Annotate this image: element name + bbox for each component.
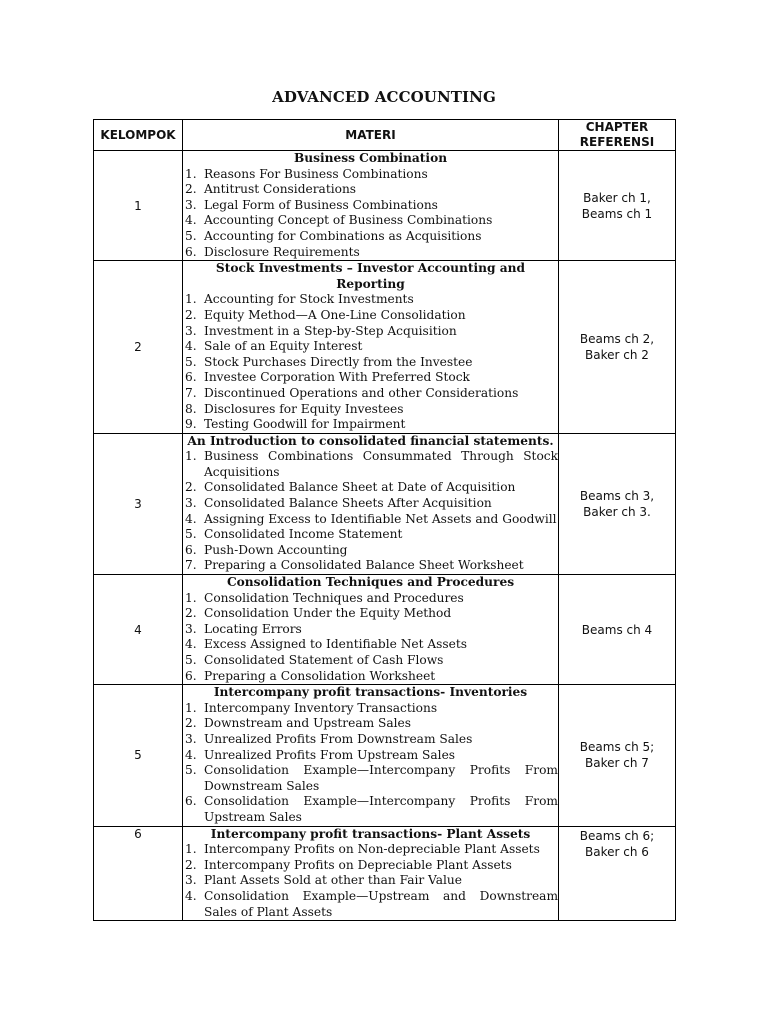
materi-cell bbox=[183, 151, 559, 261]
table-row bbox=[94, 575, 676, 685]
list-number: 3. bbox=[185, 873, 197, 888]
topic-list bbox=[183, 292, 558, 432]
list-number: 4. bbox=[185, 339, 197, 354]
list-item-text: Accounting Concept of Business Combinations bbox=[204, 213, 493, 228]
list-item bbox=[183, 355, 558, 371]
list-number: 6. bbox=[185, 370, 197, 385]
list-item-text: Consolidated Balance Sheet at Date of Acquisition bbox=[204, 480, 516, 495]
topic-heading: Business Combination bbox=[293, 151, 448, 165]
list-item bbox=[183, 512, 558, 528]
list-item bbox=[183, 794, 558, 825]
list-item bbox=[183, 622, 558, 638]
list-item bbox=[183, 889, 558, 920]
list-item bbox=[183, 213, 558, 229]
list-item bbox=[183, 653, 558, 669]
list-item-text: Reasons For Business Combinations bbox=[204, 166, 428, 181]
list-number: 5. bbox=[185, 653, 197, 667]
list-item bbox=[183, 167, 558, 183]
list-item-text: Intercompany Inventory Transactions bbox=[204, 700, 438, 715]
list-item bbox=[183, 292, 558, 308]
topic-list bbox=[183, 842, 558, 920]
list-item-text: Consolidation Under the Equity Method bbox=[204, 606, 452, 621]
list-item-text: Consolidation Example—Intercompany Profits From Upstream Sales bbox=[204, 794, 558, 824]
chapter-reference-line: Beams ch 4 bbox=[581, 622, 653, 637]
list-item-text: Preparing a Consolidation Worksheet bbox=[204, 668, 436, 683]
list-item bbox=[183, 732, 558, 748]
kelompok-cell: 6 bbox=[94, 826, 183, 921]
list-item-text: Discontinued Operations and other Considerations bbox=[204, 385, 519, 400]
list-number: 1. bbox=[185, 842, 197, 857]
list-item-text: Consolidation Techniques and Procedures bbox=[204, 590, 464, 605]
list-item bbox=[183, 527, 558, 543]
kelompok-cell: 5 bbox=[94, 685, 183, 826]
table-header-row bbox=[94, 120, 676, 151]
list-item-text: Push-Down Accounting bbox=[204, 542, 348, 557]
list-item-text: Testing Goodwill for Impairment bbox=[204, 417, 406, 432]
list-number: 1. bbox=[185, 449, 197, 464]
topic-list bbox=[183, 167, 558, 261]
list-number: 3. bbox=[185, 496, 197, 511]
list-item-text: Accounting for Combinations as Acquisitions bbox=[204, 228, 482, 243]
list-item-text: Consolidated Statement of Cash Flows bbox=[204, 653, 444, 667]
list-number: 4. bbox=[185, 637, 197, 652]
list-item bbox=[183, 606, 558, 622]
list-number: 2. bbox=[185, 857, 197, 872]
list-item-text: Disclosures for Equity Investees bbox=[204, 401, 404, 416]
list-item-text: Disclosure Requirements bbox=[204, 244, 360, 259]
list-number: 4. bbox=[185, 747, 197, 762]
topic-heading: Consolidation Techniques and Procedures bbox=[226, 575, 515, 590]
topic-heading: Intercompany profit transactions- Plant Assets bbox=[210, 826, 531, 841]
chapter-reference-line: Beams ch 6; bbox=[579, 828, 655, 843]
list-item bbox=[183, 873, 558, 889]
table-row bbox=[94, 261, 676, 434]
list-number: 1. bbox=[185, 166, 197, 181]
list-item bbox=[183, 417, 558, 433]
list-item-text: Unrealized Profits From Upstream Sales bbox=[204, 747, 456, 762]
kelompok-cell: 1 bbox=[94, 151, 183, 261]
list-item bbox=[183, 324, 558, 340]
list-item bbox=[183, 480, 558, 496]
list-item-text: Accounting for Stock Investments bbox=[204, 292, 414, 307]
topic-list bbox=[183, 591, 558, 685]
list-item bbox=[183, 748, 558, 764]
chapter-reference-line: Beams ch 2, bbox=[579, 331, 655, 346]
list-number: 5. bbox=[185, 763, 197, 778]
list-number: 5. bbox=[185, 527, 197, 542]
list-number: 2. bbox=[185, 716, 197, 731]
list-item-text: Intercompany Profits on Non-depreciable Plant Assets bbox=[204, 842, 540, 857]
chapter-reference-line: Baker ch 7 bbox=[585, 756, 649, 771]
list-number: 7. bbox=[185, 385, 197, 400]
list-item bbox=[183, 308, 558, 324]
list-item-text: Intercompany Profits on Depreciable Plant Assets bbox=[204, 857, 512, 872]
header-chapter bbox=[559, 120, 676, 151]
topic-heading: Stock Investments – Investor Accounting and Reporting bbox=[215, 261, 526, 291]
chapter-reference-cell bbox=[559, 433, 676, 574]
list-item bbox=[183, 449, 558, 480]
list-number: 8. bbox=[185, 401, 197, 416]
page-title: ADVANCED ACCOUNTING bbox=[272, 88, 496, 106]
list-number: 1. bbox=[185, 590, 197, 605]
list-item bbox=[183, 591, 558, 607]
list-item bbox=[183, 402, 558, 418]
list-number: 2. bbox=[185, 606, 197, 621]
list-item-text: Unrealized Profits From Downstream Sales bbox=[204, 731, 473, 746]
list-item bbox=[183, 229, 558, 245]
list-number: 3. bbox=[185, 197, 197, 212]
list-item bbox=[183, 245, 558, 261]
list-number: 6. bbox=[185, 794, 197, 809]
list-item-text: Consolidation Example—Upstream and Downstream Sales of Plant Assets bbox=[204, 888, 558, 919]
kelompok-cell: 4 bbox=[94, 575, 183, 685]
list-item bbox=[183, 386, 558, 402]
chapter-reference-line: Beams ch 1 bbox=[581, 206, 653, 221]
chapter-reference-cell bbox=[559, 575, 676, 685]
list-number: 1. bbox=[185, 292, 197, 307]
list-item bbox=[183, 716, 558, 732]
list-item-text: Investment in a Step-by-Step Acquisition bbox=[204, 323, 457, 338]
chapter-reference-line: Baker ch 1, bbox=[583, 190, 651, 205]
list-item bbox=[183, 637, 558, 653]
kelompok-cell: 3 bbox=[94, 433, 183, 574]
list-number: 2. bbox=[185, 480, 197, 495]
chapter-reference-cell bbox=[559, 826, 676, 921]
list-item-text: Sale of an Equity Interest bbox=[204, 339, 363, 354]
header-kelompok: KELOMPOK bbox=[94, 120, 183, 151]
list-number: 4. bbox=[185, 511, 197, 526]
list-number: 9. bbox=[185, 417, 197, 432]
list-number: 2. bbox=[185, 307, 197, 322]
list-item-text: Preparing a Consolidated Balance Sheet Worksheet bbox=[204, 558, 524, 573]
chapter-reference-cell bbox=[559, 261, 676, 434]
materi-cell bbox=[183, 575, 559, 685]
topic-list bbox=[183, 449, 558, 574]
list-number: 5. bbox=[185, 228, 197, 243]
list-item-text: Equity Method—A One-Line Consolidation bbox=[204, 307, 466, 322]
list-item-text: Investee Corporation With Preferred Stock bbox=[204, 370, 470, 385]
list-item bbox=[183, 558, 558, 574]
list-item-text: Consolidated Balance Sheets After Acquisition bbox=[204, 496, 492, 511]
list-item bbox=[183, 763, 558, 794]
list-number: 7. bbox=[185, 558, 197, 573]
list-item-text: Assigning Excess to Identifiable Net Assets and Goodwill bbox=[204, 511, 557, 526]
list-number: 3. bbox=[185, 731, 197, 746]
list-number: 2. bbox=[185, 182, 197, 197]
list-number: 5. bbox=[185, 354, 197, 369]
chapter-reference-line: Beams ch 5; bbox=[579, 740, 655, 755]
header-materi: MATERI bbox=[183, 120, 559, 151]
materi-cell bbox=[183, 685, 559, 826]
list-item bbox=[183, 842, 558, 858]
list-item bbox=[183, 858, 558, 874]
course-table bbox=[93, 119, 676, 921]
list-item-text: Downstream and Upstream Sales bbox=[204, 716, 412, 731]
chapter-reference-line: Baker ch 2 bbox=[585, 347, 649, 362]
list-item-text: Antitrust Considerations bbox=[204, 182, 357, 197]
list-number: 3. bbox=[185, 621, 197, 636]
list-number: 3. bbox=[185, 323, 197, 338]
chapter-reference-cell bbox=[559, 151, 676, 261]
list-item bbox=[183, 339, 558, 355]
list-item bbox=[183, 370, 558, 386]
materi-cell bbox=[183, 826, 559, 921]
materi-cell bbox=[183, 261, 559, 434]
topic-list bbox=[183, 701, 558, 826]
list-number: 6. bbox=[185, 542, 197, 557]
list-number: 6. bbox=[185, 244, 197, 259]
list-item bbox=[183, 496, 558, 512]
list-item-text: Consolidated Income Statement bbox=[204, 527, 403, 542]
list-number: 4. bbox=[185, 888, 197, 903]
table-row bbox=[94, 433, 676, 574]
materi-cell bbox=[183, 433, 559, 574]
list-item bbox=[183, 543, 558, 559]
table-row bbox=[94, 685, 676, 826]
topic-heading: Intercompany profit transactions- Inventories bbox=[213, 685, 528, 700]
list-item bbox=[183, 701, 558, 717]
list-item bbox=[183, 198, 558, 214]
list-number: 4. bbox=[185, 213, 197, 228]
list-item-text: Locating Errors bbox=[204, 621, 302, 636]
table-row bbox=[94, 151, 676, 261]
chapter-reference-line: Beams ch 3, bbox=[579, 488, 655, 503]
list-item bbox=[183, 669, 558, 685]
chapter-reference-line: Baker ch 3. bbox=[583, 504, 651, 519]
list-item-text: Consolidation Example—Intercompany Profits From Downstream Sales bbox=[204, 763, 558, 793]
list-number: 1. bbox=[185, 700, 197, 715]
list-item-text: Plant Assets Sold at other than Fair Value bbox=[204, 873, 462, 888]
list-item bbox=[183, 182, 558, 198]
kelompok-cell: 2 bbox=[94, 261, 183, 434]
header-chapter-text: CHAPTER REFERENSI bbox=[579, 120, 655, 149]
list-item-text: Excess Assigned to Identifiable Net Assets bbox=[204, 637, 468, 652]
topic-heading: An Introduction to consolidated financial statements. bbox=[187, 433, 554, 448]
list-item-text: Legal Form of Business Combinations bbox=[204, 197, 438, 212]
list-item-text: Business Combinations Consummated Through Stock Acquisitions bbox=[204, 449, 558, 479]
list-item-text: Stock Purchases Directly from the Investee bbox=[204, 354, 473, 369]
chapter-reference-cell bbox=[559, 685, 676, 826]
table-row bbox=[94, 826, 676, 921]
list-number: 6. bbox=[185, 668, 197, 683]
chapter-reference-line: Baker ch 6 bbox=[585, 844, 649, 859]
